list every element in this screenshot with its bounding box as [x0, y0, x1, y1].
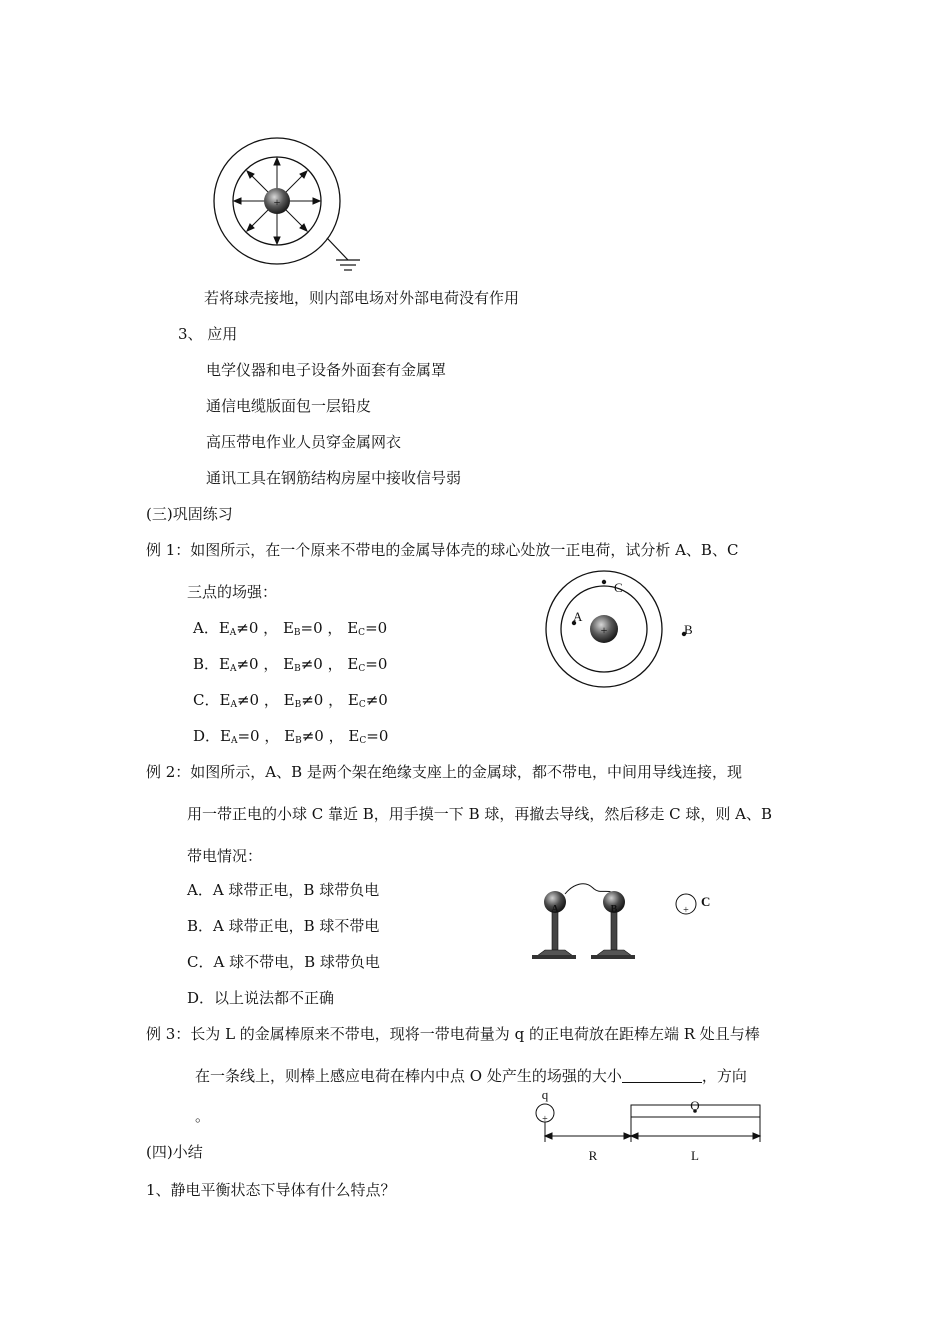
example3-question-cont: 在一条线上，则棒上感应电荷在棒内中点 O 处产生的场强的大小 ，方向	[195, 1067, 747, 1085]
example1-question-cont: 三点的场强：	[187, 583, 278, 601]
application-item: 电学仪器和电子设备外面套有金属罩	[206, 361, 447, 379]
example3-question-end: 。	[195, 1107, 211, 1125]
grounded-note: 若将球壳接地，则内部电场对外部电荷没有作用	[204, 289, 520, 307]
application-item: 通讯工具在钢筋结构房屋中接收信号弱	[206, 469, 462, 487]
grounded-shell-figure	[205, 128, 370, 278]
example2-option-c: C．A 球不带电，B 球带负电	[187, 953, 380, 971]
summary-question: 1、静电平衡状态下导体有什么特点？	[146, 1181, 396, 1199]
center-charge-sign: +	[273, 195, 281, 209]
application-item: 通信电缆版面包一层铅皮	[206, 397, 372, 415]
section-title: (三)巩固练习	[146, 505, 233, 523]
example1-option-c: C．$E_A\ne 0$ ， $E_B\ne 0$ ， $E_C\ne 0$	[193, 691, 388, 710]
distance-r-label: R	[588, 1148, 598, 1163]
application-item: 高压带电作业人员穿金属网衣	[206, 433, 402, 451]
ball-c-label: C	[701, 894, 711, 909]
sphere-b-label: B	[610, 904, 618, 915]
example1-option-a: A．$E_A\ne 0$ ， $E_B=0$ ， $E_C=0$	[193, 619, 388, 638]
example2-option-b: B．A 球带正电，B 球不带电	[187, 917, 380, 935]
example2-question-cont: 带电情况：	[187, 847, 263, 865]
ball-c-sign: +	[683, 905, 689, 916]
charge-q-label: q	[541, 1087, 549, 1102]
example1-figure	[540, 568, 710, 690]
application-heading: 3、 应用	[178, 325, 238, 343]
example3-figure	[525, 1086, 775, 1166]
example2-question-cont: 用一带正电的小球 C 靠近 B，用手摸一下 B 球，再撤去导线，然后移走 C 球，则 A、B	[187, 805, 773, 823]
midpoint-o-label: O	[690, 1098, 700, 1113]
section-title: (四)小结	[146, 1143, 203, 1161]
answer-blank[interactable]	[622, 1068, 702, 1083]
example3-question: 例 3：长为 L 的金属棒原来不带电，现将一带电荷量为 q 的正电荷放在距棒左端 R 处且与棒	[146, 1025, 760, 1043]
charge-q-sign: +	[542, 1114, 548, 1125]
example1-question: 例 1：如图所示，在一个原来不带电的金属导体壳的球心处放一正电荷，试分析 A、B、C	[146, 541, 739, 559]
example2-option-a: A．A 球带正电，B 球带负电	[187, 881, 380, 899]
example2-question: 例 2：如图所示，A、B 是两个架在绝缘支座上的金属球，都不带电，中间用导线连接，现	[146, 763, 742, 781]
sphere-a-label: A	[551, 904, 559, 915]
point-c-dot	[602, 580, 606, 584]
length-l-label: L	[691, 1148, 699, 1163]
charge-sign: +	[600, 623, 608, 637]
example2-figure	[525, 882, 725, 964]
example1-option-d: D．$E_A=0$ ， $E_B\ne 0$ ， $E_C=0$	[193, 727, 389, 746]
point-a-label: A	[573, 609, 583, 624]
example1-option-b: B．$E_A\ne 0$ ， $E_B\ne 0$ ， $E_C=0$	[193, 655, 388, 674]
point-b-label: B	[684, 622, 693, 637]
example2-option-d: D．以上说法都不正确	[187, 989, 335, 1007]
point-c-label: C	[614, 580, 623, 595]
